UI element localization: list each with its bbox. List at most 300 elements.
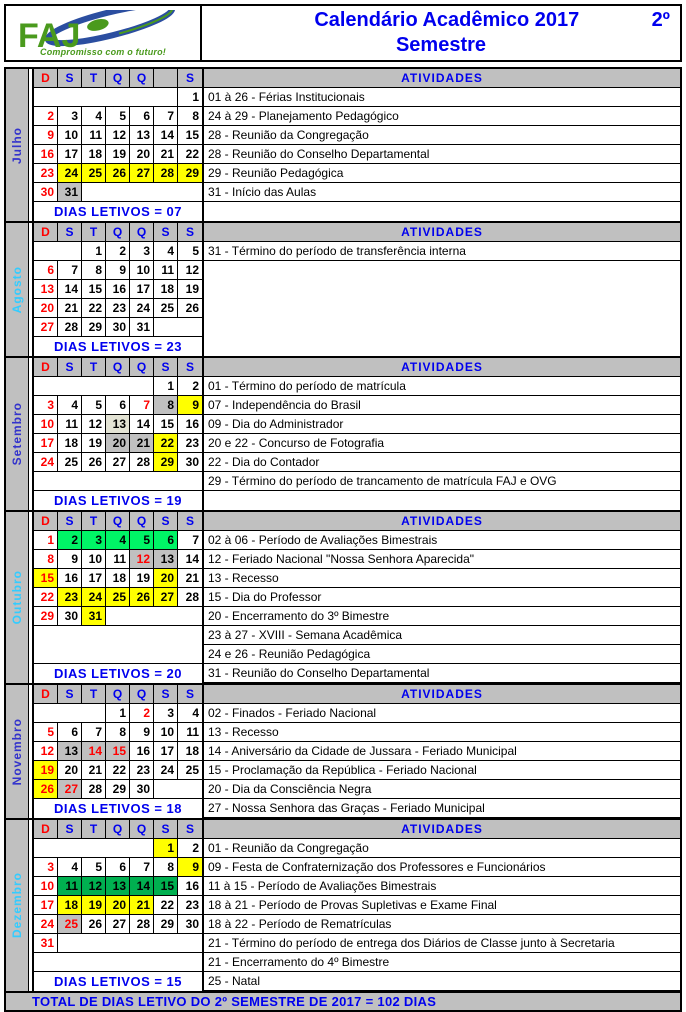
day-cell: 27 <box>106 915 130 934</box>
calendar-grid <box>32 685 204 818</box>
day-cell: 24 <box>82 588 106 607</box>
month-label: Agosto <box>10 265 24 314</box>
day-cell: 17 <box>34 434 58 453</box>
day-cell: 3 <box>58 107 82 126</box>
week-row <box>34 318 202 337</box>
weekday-header-cell: S <box>178 69 202 88</box>
day-cell: 1 <box>106 704 130 723</box>
day-cell: 16 <box>178 877 202 896</box>
atividades-header: ATIVIDADES <box>204 223 680 242</box>
week-row <box>34 280 202 299</box>
weekday-header-row <box>34 223 202 242</box>
day-cell: 7 <box>178 531 202 550</box>
weekday-header-cell: S <box>178 512 202 531</box>
blank-cell <box>34 88 178 107</box>
weekday-header-cell: D <box>34 685 58 704</box>
weekday-header-cell: T <box>82 685 106 704</box>
semester-ordinal: 2º <box>651 9 670 31</box>
day-cell: 26 <box>178 299 202 318</box>
logo-tagline: Compromisso com o futuro! <box>40 46 166 57</box>
day-cell: 23 <box>178 434 202 453</box>
day-cell: 31 <box>58 183 82 202</box>
day-cell: 27 <box>106 453 130 472</box>
day-cell: 26 <box>82 915 106 934</box>
day-cell: 27 <box>130 164 154 183</box>
day-cell: 4 <box>58 858 82 877</box>
day-cell: 17 <box>82 569 106 588</box>
day-cell: 8 <box>82 261 106 280</box>
day-cell: 17 <box>130 280 154 299</box>
day-cell: 21 <box>130 434 154 453</box>
week-row <box>34 415 202 434</box>
activity-row: 01 - Reunião da Congregação <box>204 839 680 858</box>
day-cell: 7 <box>154 107 178 126</box>
activity-row: 15 - Dia do Professor <box>204 588 680 607</box>
activity-row: 28 - Reunião do Conselho Departamental <box>204 145 680 164</box>
logo-text: FAJ <box>18 16 81 50</box>
day-cell: 1 <box>154 377 178 396</box>
day-cell: 15 <box>178 126 202 145</box>
activity-row: 15 - Proclamação da República - Feriado Nacional <box>204 761 680 780</box>
activity-row: 21 - Encerramento do 4º Bimestre <box>204 953 680 972</box>
activity-row: 09 - Dia do Administrador <box>204 415 680 434</box>
atividades-header: ATIVIDADES <box>204 820 680 839</box>
day-cell: 20 <box>106 434 130 453</box>
day-cell: 11 <box>58 877 82 896</box>
blank-cell <box>34 377 154 396</box>
day-cell: 6 <box>106 858 130 877</box>
weekday-header-cell: Q <box>106 223 130 242</box>
activity-spacer <box>204 337 680 356</box>
day-cell: 24 <box>154 761 178 780</box>
day-cell: 28 <box>178 588 202 607</box>
day-cell: 3 <box>34 396 58 415</box>
weekday-header-cell: S <box>154 223 178 242</box>
blank-cell <box>34 704 106 723</box>
dias-letivos-label: DIAS LETIVOS = 07 <box>53 204 183 219</box>
day-cell: 5 <box>34 723 58 742</box>
week-row <box>34 453 202 472</box>
day-cell: 23 <box>106 299 130 318</box>
day-cell: 27 <box>58 780 82 799</box>
day-cell: 19 <box>34 761 58 780</box>
week-row <box>34 858 202 877</box>
logo-swoosh-icon <box>14 10 192 50</box>
activity-row: 13 - Recesso <box>204 723 680 742</box>
activity-spacer <box>204 299 680 318</box>
day-cell: 19 <box>106 145 130 164</box>
weekday-header-cell <box>154 69 178 88</box>
day-cell: 19 <box>82 434 106 453</box>
activity-row: 20 - Encerramento do 3º Bimestre <box>204 607 680 626</box>
blank-cell <box>82 183 202 202</box>
week-row <box>34 164 202 183</box>
day-cell: 16 <box>106 280 130 299</box>
day-cell: 6 <box>154 531 178 550</box>
weekday-header-cell: D <box>34 358 58 377</box>
weekday-header-cell: S <box>58 685 82 704</box>
day-cell: 30 <box>178 453 202 472</box>
day-cell: 4 <box>82 107 106 126</box>
month-band <box>6 69 29 221</box>
day-cell: 10 <box>82 550 106 569</box>
day-cell: 22 <box>154 896 178 915</box>
activity-row: 13 - Recesso <box>204 569 680 588</box>
day-cell: 11 <box>154 261 178 280</box>
weekday-header-cell: S <box>154 820 178 839</box>
day-cell: 15 <box>154 415 178 434</box>
calendar-grid <box>32 223 204 356</box>
calendar-grid <box>32 512 204 683</box>
day-cell: 12 <box>178 261 202 280</box>
weekday-header-row <box>34 512 202 531</box>
day-cell: 29 <box>82 318 106 337</box>
page-title: Calendário Acadêmico 2017 <box>314 9 580 31</box>
day-cell: 26 <box>82 453 106 472</box>
activity-spacer <box>204 202 680 221</box>
day-cell: 2 <box>58 531 82 550</box>
week-row <box>34 377 202 396</box>
blank-cell <box>34 953 202 972</box>
day-cell: 22 <box>154 434 178 453</box>
day-cell: 19 <box>82 896 106 915</box>
day-cell: 30 <box>178 915 202 934</box>
day-cell: 4 <box>58 396 82 415</box>
weekday-header-cell: Q <box>106 358 130 377</box>
weekday-header-cell: D <box>34 512 58 531</box>
month-dezembro <box>4 818 682 993</box>
day-cell: 9 <box>178 858 202 877</box>
day-cell: 13 <box>154 550 178 569</box>
activity-row: 28 - Reunião da Congregação <box>204 126 680 145</box>
month-outubro <box>4 510 682 685</box>
day-cell: 27 <box>154 588 178 607</box>
week-row <box>34 126 202 145</box>
day-cell: 12 <box>82 415 106 434</box>
day-cell: 25 <box>106 588 130 607</box>
weekday-header-row <box>34 820 202 839</box>
week-row <box>34 761 202 780</box>
week-row <box>34 934 202 953</box>
calendar-grid <box>32 820 204 991</box>
day-cell: 20 <box>34 299 58 318</box>
day-cell: 10 <box>130 261 154 280</box>
weekday-header-cell: T <box>82 512 106 531</box>
activity-row: 20 - Dia da Consciência Negra <box>204 780 680 799</box>
day-cell: 29 <box>154 453 178 472</box>
week-row <box>34 183 202 202</box>
day-cell: 13 <box>106 415 130 434</box>
day-cell: 28 <box>130 915 154 934</box>
day-cell: 8 <box>178 107 202 126</box>
day-cell: 28 <box>130 453 154 472</box>
day-cell: 31 <box>34 934 58 953</box>
day-cell: 20 <box>154 569 178 588</box>
day-cell: 4 <box>178 704 202 723</box>
weekday-header-cell: Q <box>130 358 154 377</box>
day-cell: 28 <box>58 318 82 337</box>
day-cell: 25 <box>58 915 82 934</box>
day-cell: 26 <box>34 780 58 799</box>
day-cell: 14 <box>58 280 82 299</box>
activities-column <box>204 820 680 991</box>
day-cell: 11 <box>178 723 202 742</box>
empty-calendar-row <box>34 472 202 491</box>
activities-column <box>204 69 680 221</box>
blank-cell <box>154 780 202 799</box>
day-cell: 10 <box>58 126 82 145</box>
day-cell: 23 <box>58 588 82 607</box>
day-cell: 21 <box>130 896 154 915</box>
weekday-header-cell: Q <box>130 223 154 242</box>
day-cell: 9 <box>130 723 154 742</box>
day-cell: 2 <box>34 107 58 126</box>
day-cell: 8 <box>154 858 178 877</box>
month-band <box>6 358 29 510</box>
day-cell: 18 <box>106 569 130 588</box>
month-band <box>6 820 29 991</box>
weekday-header-cell: S <box>58 358 82 377</box>
day-cell: 21 <box>82 761 106 780</box>
dias-letivos-label: DIAS LETIVOS = 18 <box>53 801 183 816</box>
activity-row: 11 à 15 - Período de Avaliações Bimestrais <box>204 877 680 896</box>
weekday-header-cell: S <box>58 223 82 242</box>
weekday-header-cell: T <box>82 223 106 242</box>
weekday-header-cell: Q <box>130 512 154 531</box>
activity-spacer <box>204 491 680 510</box>
calendar-grid <box>32 69 204 221</box>
day-cell: 12 <box>130 550 154 569</box>
month-band <box>6 223 29 356</box>
day-cell: 11 <box>106 550 130 569</box>
day-cell: 30 <box>130 780 154 799</box>
day-cell: 15 <box>82 280 106 299</box>
activity-row: 02 à 06 - Período de Avaliações Bimestrais <box>204 531 680 550</box>
week-row <box>34 742 202 761</box>
title-box <box>202 4 682 62</box>
dias-letivos-label: DIAS LETIVOS = 23 <box>53 339 183 354</box>
day-cell: 3 <box>154 704 178 723</box>
month-label: Outubro <box>10 570 24 625</box>
day-cell: 30 <box>58 607 82 626</box>
day-cell: 2 <box>178 377 202 396</box>
day-cell: 21 <box>154 145 178 164</box>
day-cell: 2 <box>106 242 130 261</box>
day-cell: 14 <box>82 742 106 761</box>
week-row <box>34 780 202 799</box>
day-cell: 30 <box>106 318 130 337</box>
week-row <box>34 299 202 318</box>
week-row <box>34 550 202 569</box>
day-cell: 5 <box>106 107 130 126</box>
blank-cell <box>58 934 202 953</box>
activity-row: 14 - Aniversário da Cidade de Jussara - Feriado Municipal <box>204 742 680 761</box>
day-cell: 3 <box>130 242 154 261</box>
weekday-header-cell: S <box>154 685 178 704</box>
month-label: Julho <box>10 126 24 164</box>
activity-row: 02 - Finados - Feriado Nacional <box>204 704 680 723</box>
weekday-header-cell: Q <box>106 820 130 839</box>
empty-calendar-row <box>34 953 202 972</box>
month-label: Novembro <box>10 717 24 786</box>
day-cell: 5 <box>178 242 202 261</box>
activity-row: 21 - Término do período de entrega dos Diários de Classe junto à Secretaria <box>204 934 680 953</box>
activities-column <box>204 685 680 818</box>
day-cell: 13 <box>34 280 58 299</box>
day-cell: 11 <box>82 126 106 145</box>
weekday-header-row <box>34 69 202 88</box>
week-row <box>34 607 202 626</box>
empty-calendar-row <box>34 626 202 664</box>
activity-row: 23 à 27 - XVIII - Semana Acadêmica <box>204 626 680 645</box>
week-row <box>34 88 202 107</box>
day-cell: 9 <box>178 396 202 415</box>
day-cell: 13 <box>58 742 82 761</box>
weekday-header-cell: Q <box>130 685 154 704</box>
day-cell: 13 <box>130 126 154 145</box>
day-cell: 12 <box>82 877 106 896</box>
day-cell: 8 <box>154 396 178 415</box>
week-row <box>34 588 202 607</box>
dias-letivos-label: DIAS LETIVOS = 19 <box>53 493 183 508</box>
atividades-header: ATIVIDADES <box>204 358 680 377</box>
blank-cell <box>154 318 202 337</box>
weekday-header-cell: T <box>82 69 106 88</box>
weekday-header-cell: Q <box>106 69 130 88</box>
week-row <box>34 569 202 588</box>
day-cell: 25 <box>58 453 82 472</box>
weekday-header-cell: D <box>34 223 58 242</box>
day-cell: 14 <box>178 550 202 569</box>
activities-column <box>204 512 680 683</box>
day-cell: 5 <box>82 858 106 877</box>
atividades-header: ATIVIDADES <box>204 512 680 531</box>
day-cell: 7 <box>130 858 154 877</box>
weekday-header-cell: Q <box>106 512 130 531</box>
day-cell: 5 <box>130 531 154 550</box>
day-cell: 4 <box>154 242 178 261</box>
day-cell: 10 <box>34 877 58 896</box>
weekday-header-cell: Q <box>106 685 130 704</box>
activity-row: 22 - Dia do Contador <box>204 453 680 472</box>
total-row <box>4 991 682 1012</box>
activity-row: 31 - Término do período de transferência interna <box>204 242 680 261</box>
day-cell: 1 <box>178 88 202 107</box>
day-cell: 15 <box>154 877 178 896</box>
day-cell: 7 <box>58 261 82 280</box>
weekday-header-cell: S <box>178 223 202 242</box>
week-row <box>34 261 202 280</box>
weekday-header-row <box>34 685 202 704</box>
blank-cell <box>34 626 202 664</box>
day-cell: 14 <box>130 415 154 434</box>
activity-row: 18 à 22 - Período de Rematrículas <box>204 915 680 934</box>
day-cell: 15 <box>34 569 58 588</box>
day-cell: 13 <box>106 877 130 896</box>
day-cell: 23 <box>130 761 154 780</box>
activity-row: 09 - Festa de Confraternização dos Professores e Funcionários <box>204 858 680 877</box>
activity-row: 31 - Reunião do Conselho Departamental <box>204 664 680 683</box>
day-cell: 6 <box>58 723 82 742</box>
day-cell: 7 <box>130 396 154 415</box>
activity-spacer <box>204 318 680 337</box>
day-cell: 3 <box>82 531 106 550</box>
day-cell: 31 <box>130 318 154 337</box>
blank-cell <box>34 839 154 858</box>
month-julho <box>4 67 682 223</box>
day-cell: 22 <box>106 761 130 780</box>
day-cell: 16 <box>178 415 202 434</box>
week-row <box>34 839 202 858</box>
day-cell: 18 <box>178 742 202 761</box>
day-cell: 24 <box>34 453 58 472</box>
day-cell: 9 <box>34 126 58 145</box>
day-cell: 17 <box>34 896 58 915</box>
day-cell: 25 <box>154 299 178 318</box>
blank-cell <box>34 472 202 491</box>
blank-cell <box>34 242 82 261</box>
activity-row: 18 à 21 - Período de Provas Supletivas e Exame Final <box>204 896 680 915</box>
weekday-header-cell: T <box>82 358 106 377</box>
day-cell: 26 <box>106 164 130 183</box>
day-cell: 29 <box>106 780 130 799</box>
day-cell: 28 <box>82 780 106 799</box>
week-row <box>34 877 202 896</box>
week-row <box>34 107 202 126</box>
day-cell: 27 <box>34 318 58 337</box>
activity-row: 12 - Feriado Nacional "Nossa Senhora Aparecida" <box>204 550 680 569</box>
day-cell: 8 <box>34 550 58 569</box>
week-row <box>34 396 202 415</box>
day-cell: 16 <box>34 145 58 164</box>
day-cell: 10 <box>154 723 178 742</box>
day-cell: 1 <box>82 242 106 261</box>
day-cell: 25 <box>178 761 202 780</box>
week-row <box>34 145 202 164</box>
day-cell: 5 <box>82 396 106 415</box>
day-cell: 29 <box>34 607 58 626</box>
day-cell: 6 <box>130 107 154 126</box>
day-cell: 20 <box>130 145 154 164</box>
week-row <box>34 896 202 915</box>
day-cell: 23 <box>34 164 58 183</box>
activity-row: 07 - Independência do Brasil <box>204 396 680 415</box>
day-cell: 11 <box>58 415 82 434</box>
day-cell: 20 <box>58 761 82 780</box>
months-container <box>4 67 682 993</box>
day-cell: 12 <box>106 126 130 145</box>
activity-row: 29 - Reunião Pedagógica <box>204 164 680 183</box>
day-cell: 22 <box>82 299 106 318</box>
atividades-header: ATIVIDADES <box>204 69 680 88</box>
day-cell: 12 <box>34 742 58 761</box>
day-cell: 2 <box>130 704 154 723</box>
calendar-grid <box>32 358 204 510</box>
week-row <box>34 704 202 723</box>
week-row <box>34 915 202 934</box>
day-cell: 24 <box>58 164 82 183</box>
day-cell: 31 <box>82 607 106 626</box>
activity-row: 31 - Início das Aulas <box>204 183 680 202</box>
weekday-header-cell: T <box>82 820 106 839</box>
day-cell: 10 <box>34 415 58 434</box>
day-cell: 18 <box>58 434 82 453</box>
day-cell: 9 <box>106 261 130 280</box>
day-cell: 29 <box>178 164 202 183</box>
day-cell: 21 <box>178 569 202 588</box>
page-header <box>4 4 682 62</box>
semester-word: Semestre <box>395 34 487 56</box>
